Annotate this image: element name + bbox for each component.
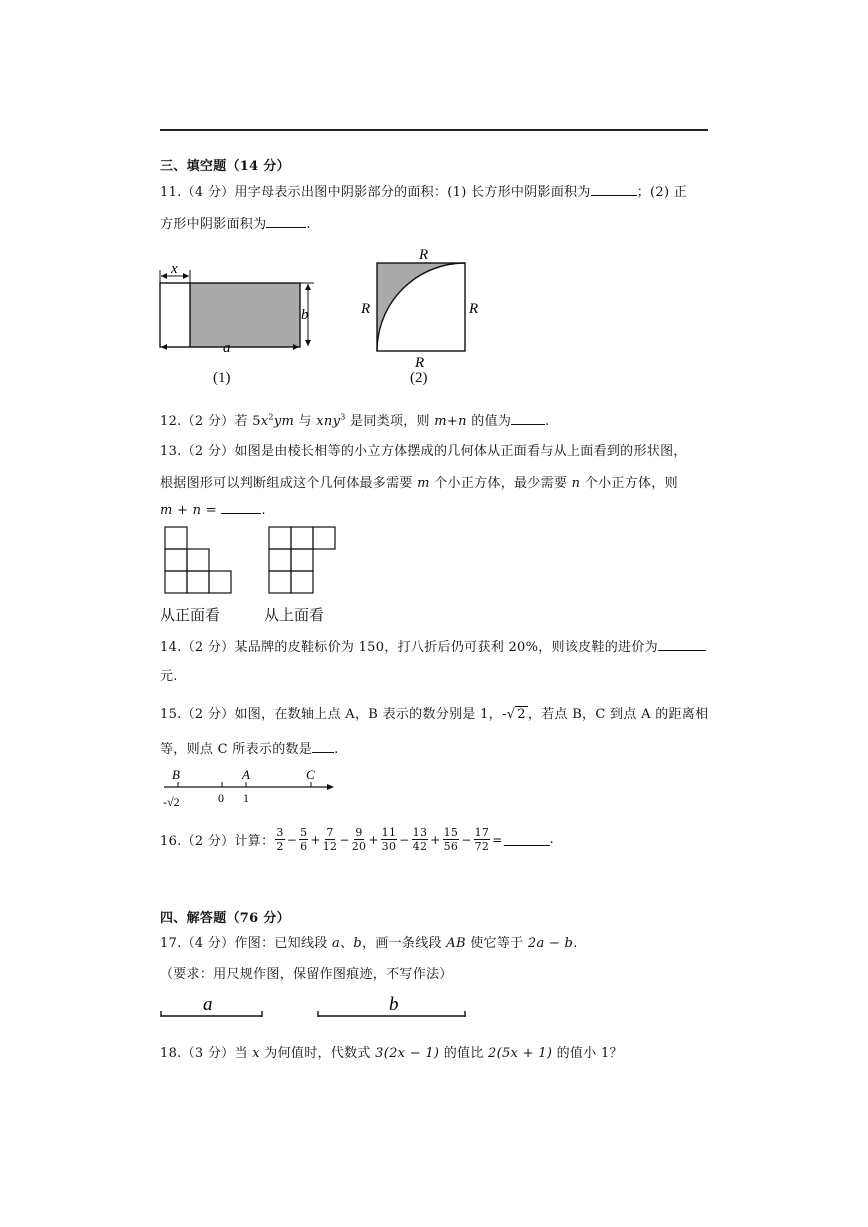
label-r-bottom: R [415,355,425,369]
rectangle-shaded-area [190,283,300,347]
fraction-denominator: 30 [381,840,397,853]
header-rule [160,129,708,131]
fraction [323,826,338,853]
fraction [474,826,491,853]
q11-end: . [306,217,311,232]
question-13-line2: 根据图形可以判断组成这个几何体最多需要 m 个小正方体，最少需要 n 个小正方体，则 [160,476,678,491]
question-16: 16.（2 分）计算： $\frac{3}{2}$ − $\frac{5}{6}$ + $\frac{7}{12}$ − $\frac{9}{20}$ + $\frac{11}{30}$ − $\frac{13}{42}$ + $\frac{15}{56}$ − $\frac{17}{72}$ = . [160,826,554,853]
label-b: b [301,307,309,323]
square-shaded-area [377,263,465,351]
section-four-title: 四、解答题（76 分） [160,911,290,926]
fraction-denominator: 42 [412,840,428,853]
operator: + [310,832,321,847]
fraction-numerator: 13 [412,826,428,839]
number-line-arrow-icon [327,784,334,790]
operator: + [430,832,441,847]
tick-neg-sqrt2-label: -√2 [163,795,180,809]
q13-blank[interactable] [221,512,261,514]
question-17-line2: （要求：用尺规作图，保留作图痕迹，不写作法） [160,967,453,982]
fraction [299,826,308,853]
fraction [275,826,284,853]
question-14-line1: 14.（2 分）某品牌的皮鞋标价为 150，打八折后仍可获利 20%，则该皮鞋的进价为 [160,636,706,655]
fraction-numerator: 11 [381,826,397,839]
question-17-line1: 17.（4 分）作图：已知线段 a、b，画一条线段 AB 使它等于 2a − b. [160,936,578,951]
top-view-label: 从上面看 [264,606,325,624]
fraction-denominator: 20 [351,840,367,853]
fraction-denominator: 72 [474,840,490,853]
fraction [443,826,460,853]
fraction-numerator: 9 [355,826,363,839]
segments-figure [158,990,468,1022]
point-a-label: A [242,767,250,782]
label-r-right: R [469,301,479,317]
point-c-label: C [306,767,315,782]
fraction-numerator: 3 [276,826,284,839]
figure-2-caption: (2) [410,370,428,386]
q15-blank[interactable] [312,751,334,753]
question-11-line1 [160,181,687,200]
question-18: 18.（3 分）当 x 为何值时，代数式 3(2x − 1) 的值比 2(5x + 1) 的值小 1？ [160,1046,623,1061]
fraction-numerator: 15 [443,826,459,839]
q14-blank[interactable] [658,649,706,651]
front-view-figure [164,526,236,596]
fraction [381,826,398,853]
square-figure [356,244,486,369]
question-13-line1: 13.（2 分）如图是由棱长相等的小立方体摆成的几何体从正面看与从上面看到的形状图， [160,444,687,459]
operator: + [368,832,379,847]
sqrt-symbol: √ 2 [506,707,526,722]
rectangle-figure [150,258,325,356]
question-15-line1: 15.（2 分）如图，在数轴上点 A，B 表示的数分别是 1，-√ 2 ，若点 B，C 到点 A 的距离相 [160,707,709,722]
segment-b-label: b [389,994,399,1015]
segment-a-label: a [203,994,213,1015]
question-12: 12.（2 分）若 $5x^2ym$ 与 xny$^3$ 是同类项，则 m+n 的值为 . [160,412,550,429]
fraction-denominator: 56 [443,840,459,853]
fraction-denominator: 6 [300,840,308,853]
fraction-numerator: 7 [326,826,334,839]
operator: − [399,832,410,847]
operator: − [286,832,298,847]
fraction-denominator: 12 [322,840,338,853]
q11-text-mid: ；(2) 正 [636,185,688,200]
label-r-left: R [361,301,371,317]
q11-blank-1[interactable] [591,194,637,196]
q11-text-2: 方形中阴影面积为 [160,217,267,232]
top-view-figure [268,526,340,596]
label-a: a [223,340,231,356]
tick-one-label: 1 [243,791,249,805]
fraction [352,826,367,853]
q16-blank[interactable] [504,844,550,846]
number-line-figure [160,766,340,812]
tick-zero-label: 0 [218,791,224,805]
front-view-label: 从正面看 [160,606,221,624]
fraction [412,826,429,853]
question-11-line2 [160,213,311,232]
q11-blank-2[interactable] [266,226,306,228]
q12-blank[interactable] [511,423,545,425]
question-15-line2: 等，则点 C 所表示的数是 . [160,742,339,757]
question-14-line2: 元. [160,669,178,684]
label-x: x [171,261,178,277]
q16-expression [274,826,491,853]
label-r-top: R [419,247,429,263]
operator: − [461,832,472,847]
fraction-numerator: 5 [300,826,308,839]
operator: − [339,832,350,847]
point-b-label: B [172,767,180,782]
section-three-title: 三、填空题（14 分） [160,159,290,174]
question-13-line3: m + n = . [160,503,266,518]
q11-text: 11.（4 分）用字母表示出图中阴影部分的面积：(1) 长方形中阴影面积为 [160,185,591,200]
figure-1-caption: (1) [213,370,231,386]
fraction-numerator: 17 [474,826,490,839]
fraction-denominator: 2 [276,840,284,853]
